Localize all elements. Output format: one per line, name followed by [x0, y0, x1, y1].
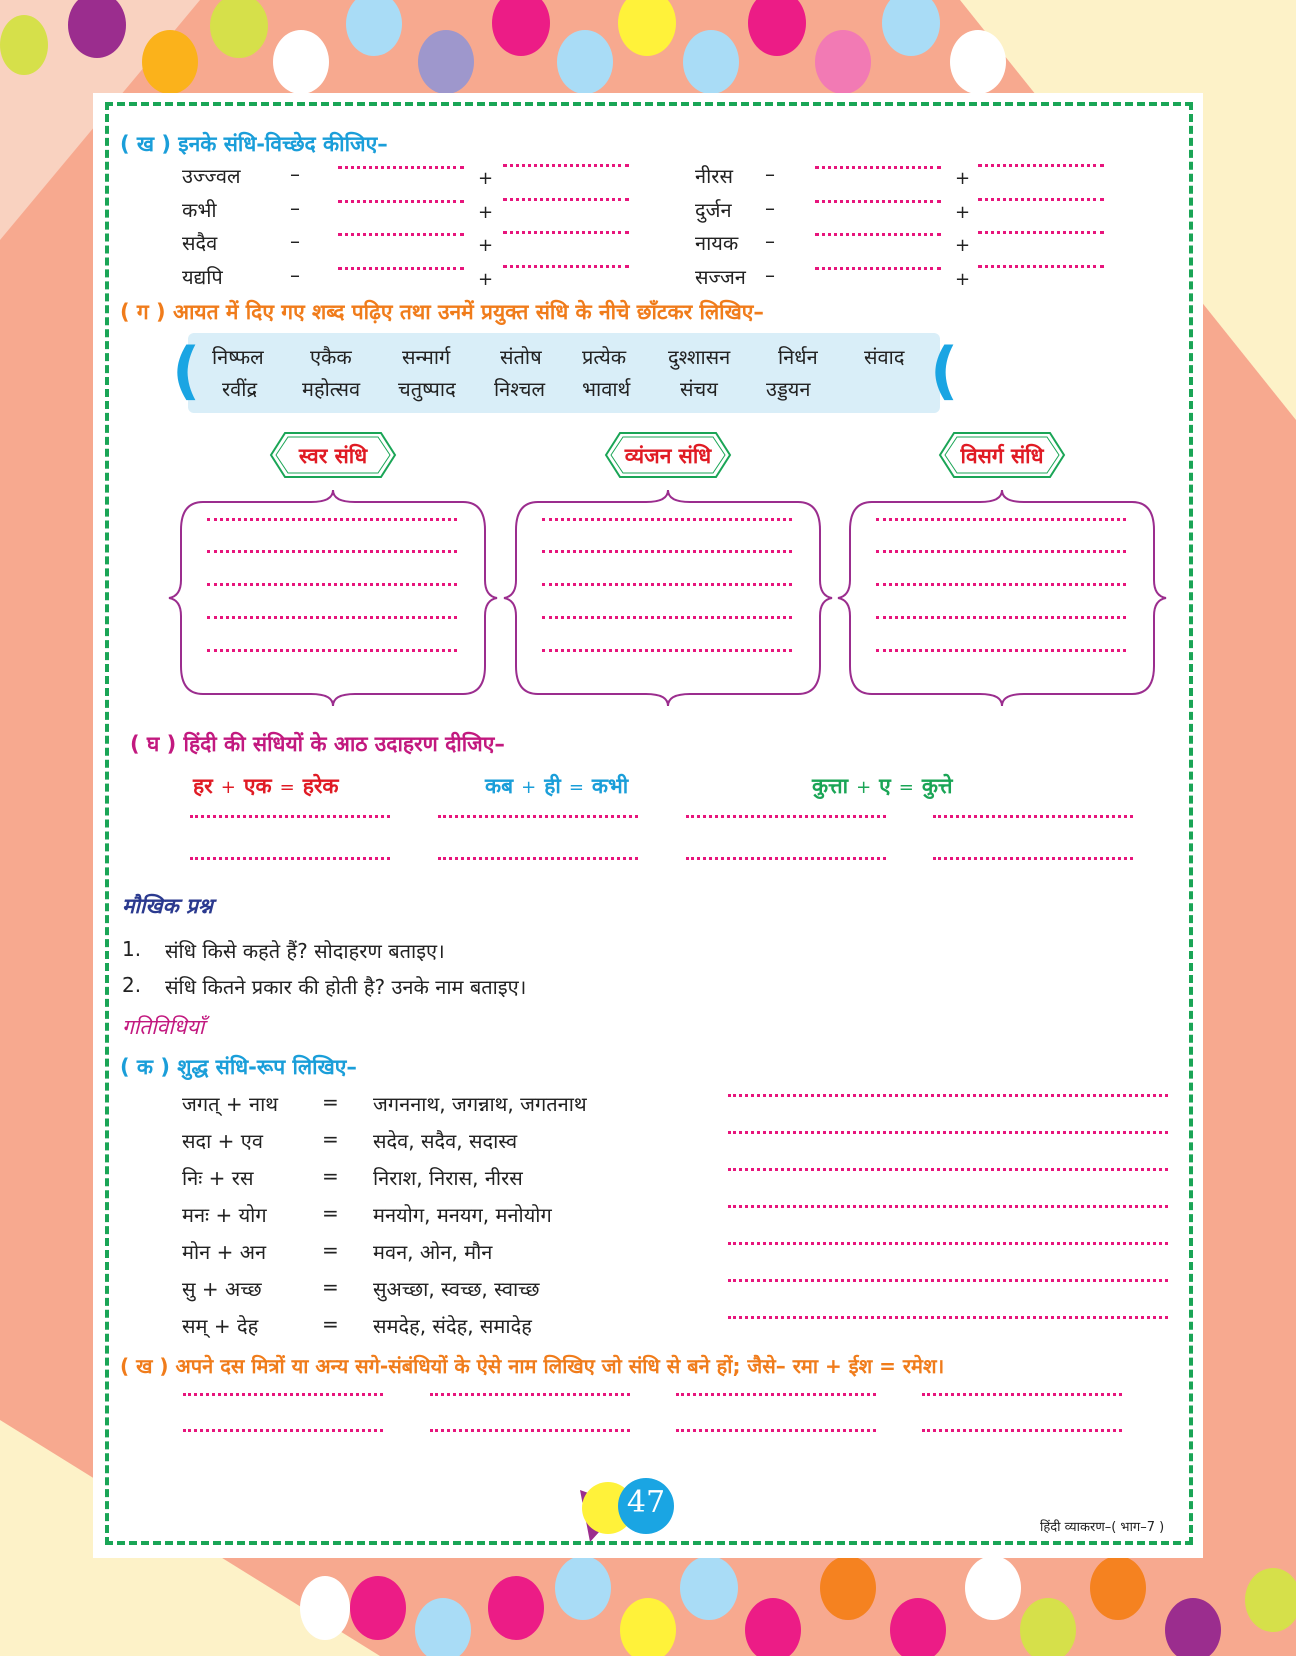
word-item: संतोष	[500, 345, 542, 369]
activity-options: समदेह, संदेह, समादेह	[373, 1314, 532, 1338]
name-answer-line[interactable]	[430, 1393, 630, 1396]
question-text: संधि किसे कहते हैं? सोदाहरण बताइए।	[165, 939, 445, 963]
word-item: रवींद्र	[222, 377, 258, 401]
activity-options: सुअच्छा, स्वच्छ, स्वाच्छ	[373, 1277, 540, 1301]
question-number: 1.	[122, 937, 142, 961]
frame-answer-line[interactable]	[876, 550, 1126, 553]
left-word: उज्ज्वल	[182, 164, 241, 188]
example-term-b: ए	[879, 774, 891, 798]
frame-answer-line[interactable]	[207, 550, 457, 553]
plus-sign: +	[220, 777, 236, 798]
word-item: निश्चल	[494, 377, 546, 401]
word-item: निर्धन	[778, 345, 818, 369]
activity-answer-line[interactable]	[728, 1131, 1168, 1134]
activity-ka-heading: ( क ) शुद्ध संधि-रूप लिखिए–	[120, 1055, 357, 1079]
activity-expression: सम् + देह	[182, 1314, 259, 1338]
question-text: संधि कितने प्रकार की होती है? उनके नाम बताइए।	[165, 975, 527, 999]
frame-label: विसर्ग संधि	[960, 444, 1044, 468]
activity-expression: सदा + एव	[182, 1129, 263, 1153]
activity-options: मवन, ओन, मौन	[373, 1240, 493, 1264]
oral-questions-heading: मौखिक प्रश्न	[122, 894, 213, 918]
frame-answer-line[interactable]	[876, 518, 1126, 521]
plus-sign: +	[478, 202, 494, 223]
frame-answer-line[interactable]	[876, 616, 1126, 619]
section-g-heading: ( ग ) आयत में दिए गए शब्द पढ़िए तथा उनमें प्रयुक्त संधि के नीचे छाँटकर लिखिए–	[120, 300, 764, 324]
activity-answer-line[interactable]	[728, 1316, 1168, 1319]
left-word: कभी	[182, 198, 217, 222]
right-word: नीरस	[695, 164, 733, 188]
plus-sign: +	[478, 269, 494, 290]
word-item: दुश्शासन	[668, 345, 731, 369]
word-item: संचय	[680, 377, 718, 401]
word-item: संवाद	[864, 345, 905, 369]
activity-expression: मोन + अन	[182, 1240, 267, 1264]
example-result: कभी	[591, 774, 629, 798]
activity-options: सदेव, सदैव, सदास्व	[373, 1129, 518, 1153]
equals-sign: =	[279, 777, 295, 798]
left-word: यद्यपि	[182, 265, 223, 289]
equals-sign: =	[322, 1201, 339, 1225]
example	[485, 772, 628, 800]
plus-sign: +	[478, 168, 494, 189]
word-item: सन्मार्ग	[402, 345, 451, 369]
word-item: निष्फल	[212, 345, 264, 369]
activity-answer-line[interactable]	[728, 1242, 1168, 1245]
example-term-b: एक	[243, 774, 272, 798]
activity-expression: मनः + योग	[182, 1203, 267, 1227]
example-term-a: कुत्ता	[812, 774, 849, 798]
left-bracket-icon: (	[172, 334, 201, 407]
dash-sign: –	[765, 162, 775, 186]
name-answer-line[interactable]	[922, 1429, 1122, 1432]
plus-sign: +	[521, 777, 537, 798]
example-answer-line[interactable]	[438, 857, 638, 860]
frame-answer-line[interactable]	[542, 616, 792, 619]
name-answer-line[interactable]	[183, 1393, 383, 1396]
dash-sign: –	[765, 263, 775, 287]
example-answer-line[interactable]	[190, 857, 390, 860]
example-term-a: कब	[485, 774, 514, 798]
dash-sign: –	[290, 229, 300, 253]
left-word: सदैव	[182, 231, 218, 255]
word-item: प्रत्येक	[582, 345, 627, 369]
equals-sign: =	[322, 1238, 339, 1262]
frame-answer-line[interactable]	[542, 518, 792, 521]
example-term-b: ही	[544, 774, 561, 798]
dash-sign: –	[765, 229, 775, 253]
equals-sign: =	[322, 1127, 339, 1151]
dash-sign: –	[765, 196, 775, 220]
page-number: 47	[626, 1485, 666, 1520]
activities-heading: गतिविधियाँ	[122, 1015, 205, 1039]
activity-options: मनयोग, मनयग, मनोयोग	[373, 1203, 552, 1227]
activity-answer-line[interactable]	[728, 1168, 1168, 1171]
dash-sign: –	[290, 162, 300, 186]
example-answer-line[interactable]	[686, 815, 886, 818]
equals-sign: =	[322, 1164, 339, 1188]
plus-sign: +	[955, 168, 971, 189]
example-term-a: हर	[193, 774, 213, 798]
answer-frame	[169, 490, 497, 706]
frame-answer-line[interactable]	[542, 583, 792, 586]
activity-kh-heading: ( ख ) अपने दस मित्रों या अन्य सगे-संबंधियों के ऐसे नाम लिखिए जो संधि से बने हों; जैसे– रमा + ईश = रमेश।	[120, 1354, 945, 1378]
plus-sign: +	[955, 235, 971, 256]
plus-sign: +	[955, 202, 971, 223]
frame-answer-line[interactable]	[207, 616, 457, 619]
activity-expression: निः + रस	[182, 1166, 254, 1190]
plus-sign: +	[856, 777, 872, 798]
question-number: 2.	[122, 973, 142, 997]
activity-expression: सु + अच्छ	[182, 1277, 262, 1301]
dash-sign: –	[290, 263, 300, 287]
equals-sign: =	[322, 1275, 339, 1299]
word-item: महोत्सव	[302, 377, 361, 401]
answer-frame	[838, 490, 1166, 706]
example-result: हरेक	[302, 774, 339, 798]
right-word: नायक	[695, 231, 739, 255]
answer-frame	[504, 490, 832, 706]
frame-answer-line[interactable]	[542, 550, 792, 553]
name-answer-line[interactable]	[922, 1393, 1122, 1396]
frame-answer-line[interactable]	[876, 649, 1126, 652]
word-item: उड्डयन	[766, 377, 811, 401]
activity-answer-line[interactable]	[728, 1279, 1168, 1282]
equals-sign: =	[322, 1312, 339, 1336]
example-answer-line[interactable]	[190, 815, 390, 818]
right-word: दुर्जन	[695, 198, 732, 222]
frame-answer-line[interactable]	[207, 518, 457, 521]
word-item: चतुष्पाद	[398, 377, 456, 401]
word-item: भावार्थ	[582, 377, 631, 401]
example-answer-line[interactable]	[933, 815, 1133, 818]
example	[193, 772, 339, 800]
equals-sign: =	[322, 1090, 339, 1114]
frame-label: व्यंजन संधि	[624, 444, 712, 468]
activity-options: जगननाथ, जगन्नाथ, जगतनाथ	[373, 1092, 587, 1116]
word-item: एकैक	[310, 345, 352, 369]
example-result: कुत्ते	[921, 774, 953, 798]
example	[812, 772, 953, 800]
section-gh-heading: ( घ ) हिंदी की संधियों के आठ उदाहरण दीजिए–	[130, 732, 505, 756]
activity-options: निराश, निरास, नीरस	[373, 1166, 523, 1190]
name-answer-line[interactable]	[676, 1393, 876, 1396]
dash-sign: –	[290, 196, 300, 220]
plus-sign: +	[478, 235, 494, 256]
name-answer-line[interactable]	[430, 1429, 630, 1432]
example-answer-line[interactable]	[438, 815, 638, 818]
frame-answer-line[interactable]	[876, 583, 1126, 586]
activity-expression: जगत् + नाथ	[182, 1092, 279, 1116]
equals-sign: =	[898, 777, 914, 798]
book-title: हिंदी व्याकरण–( भाग–7 )	[1040, 1520, 1165, 1535]
frame-answer-line[interactable]	[542, 649, 792, 652]
frame-answer-line[interactable]	[207, 583, 457, 586]
frame-answer-line[interactable]	[207, 649, 457, 652]
section-kh-heading: ( ख ) इनके संधि-विच्छेद कीजिए–	[120, 132, 388, 156]
name-answer-line[interactable]	[183, 1429, 383, 1432]
frame-label: स्वर संधि	[298, 444, 368, 468]
activity-answer-line[interactable]	[728, 1205, 1168, 1208]
name-answer-line[interactable]	[676, 1429, 876, 1432]
activity-answer-line[interactable]	[728, 1094, 1168, 1097]
right-word: सज्जन	[695, 265, 746, 289]
right-bracket-icon: (	[930, 334, 959, 407]
equals-sign: =	[568, 777, 584, 798]
example-answer-line[interactable]	[933, 857, 1133, 860]
example-answer-line[interactable]	[686, 857, 886, 860]
plus-sign: +	[955, 269, 971, 290]
